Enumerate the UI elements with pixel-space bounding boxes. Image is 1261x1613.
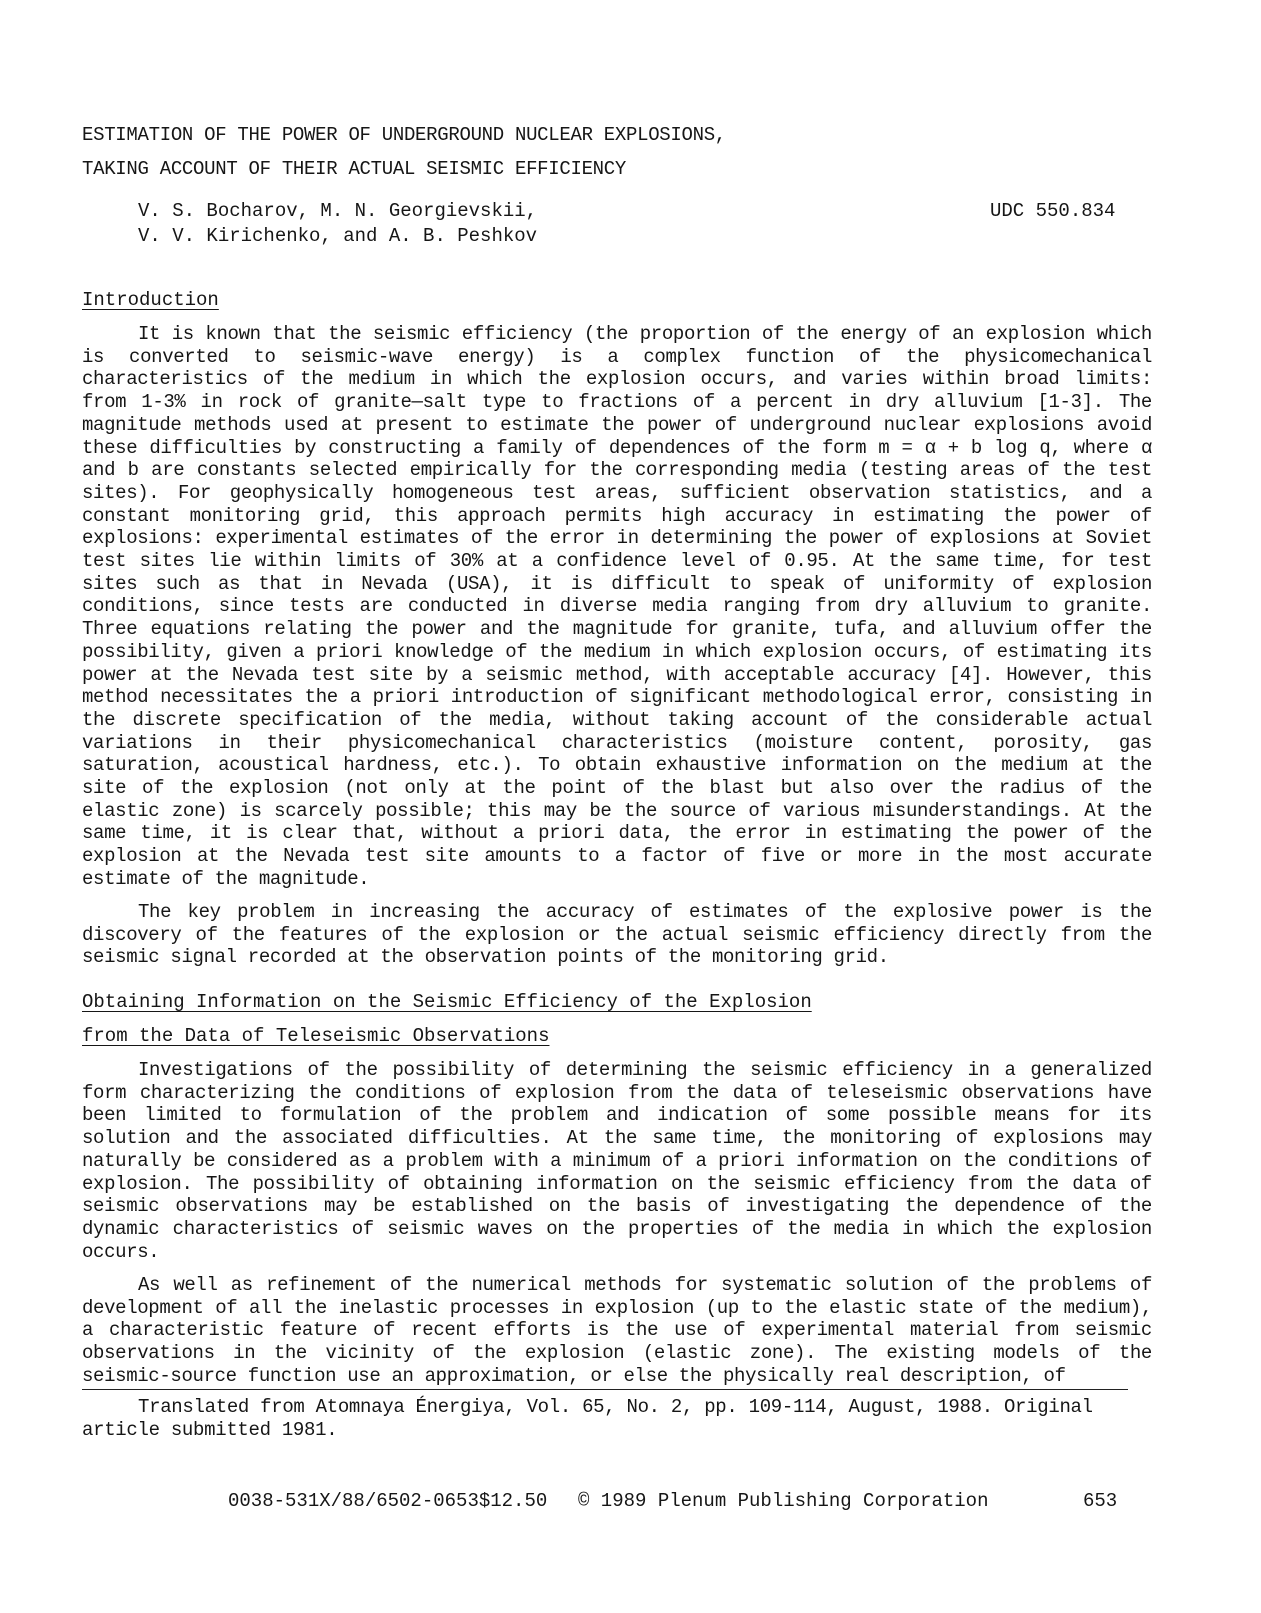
title-line-1: ESTIMATION OF THE POWER OF UNDERGROUND NUCLEAR EXPLOSIONS, (82, 124, 726, 146)
section-heading-obtaining-line-1: Obtaining Information on the Seismic Efficiency of the Explosion (82, 991, 812, 1013)
translation-footnote: Translated from Atomnaya Énergiya, Vol. 65, No. 2, pp. 109-114, August, 1988. Original article submitted 1981. (82, 1396, 1093, 1441)
paragraph-text: It is known that the seismic efficiency (the proportion of the energy of an explosion which is converted to seismic-wave energy) is a complex function of the physicomechanical characteristics of the medium in which the explosion occurs, and varies within broad limits: from 1-3% in rock of granite—salt type to fractions of a percent in dry alluvium [1-3]. The magnitude methods used at present to estimate the power of underground nuclear explosions avoid these difficulties by constructing a family of dependences of the form m = α + b log q, where α and b are constants selected empirically for the corresponding media (testing areas of the test sites). For geophysically homogeneous test areas, sufficient observation statistics, and a constant monitoring grid, this approach permits high accuracy in estimating the power of explosions: experimental estimates of the error in determining the power of explosions at Soviet test sites lie within limits of 30% at a confidence level of 0.95. At the same time, for test sites such as that in Nevada (USA), it is difficult to speak of uniformity of explosion conditions, since tests are conducted in diverse media ranging from dry alluvium to granite. Three equations relating the power and the magnitude for granite, tufa, and alluvium offer the possibility, given a priori knowledge of the medium in which explosion occurs, of estimating its power at the Nevada test site by a seismic method, with acceptable accuracy [4]. However, this method necessitates the a priori introduction of significant methodological error, consisting in the discrete specification of the media, without taking account of the considerable actual variations in their physicomechanical characteristics (moisture content, porosity, gas saturation, acoustical hardness, etc.). To obtain exhaustive information on the medium at the site of the explosion (not only at the point of the blast but also over the radius of the elastic zone) is scarcely possible; this may be the source of various misunderstandings. At the same time, it is clear that, without a priori data, the error in estimating the power of the explosion at the Nevada test site amounts to a factor of five or more in the most accurate estimate of the magnitude. (82, 323, 1152, 890)
introduction-paragraph-1 (82, 323, 1152, 891)
journal-code: 0038-531X/88/6502-0653$12.50 (228, 1490, 548, 1512)
paper-title (82, 118, 726, 186)
copyright-notice: © 1989 Plenum Publishing Corporation (578, 1490, 989, 1512)
introduction-paragraph-2 (82, 901, 1152, 969)
authors-line-1: V. S. Bocharov, M. N. Georgievskii, (138, 200, 538, 222)
title-line-2: TAKING ACCOUNT OF THEIR ACTUAL SEISMIC EFFICIENCY (82, 158, 626, 180)
udc-code: UDC 550.834 (990, 200, 1116, 222)
authors-line-2: V. V. Kirichenko, and A. B. Peshkov (138, 225, 538, 247)
obtaining-paragraph-1 (82, 1059, 1152, 1263)
author-list (138, 199, 537, 249)
paragraph-text: As well as refinement of the numerical methods for systematic solution of the problems of development of all the inelastic processes in explosion (up to the elastic state of the medium), a characteristic feature of recent efforts is the use of experimental material from seismic observations in the vicinity of the explosion (elastic zone). The existing models of the seismic-source function use an approximation, or else the physically real description, of (82, 1274, 1152, 1387)
obtaining-paragraph-2 (82, 1274, 1152, 1388)
paragraph-text: Investigations of the possibility of determining the seismic efficiency in a generalized form characterizing the conditions of explosion from the data of teleseismic observations have been limited to formulation of the problem and indication of some possible means for its solution and the associated difficulties. At the same time, the monitoring of explosions may naturally be considered as a problem with a minimum of a priori information on the conditions of explosion. The possibility of obtaining information on the seismic efficiency from the data of seismic observations may be established on the basis of investigating the dependence of the dynamic characteristics of seismic waves on the properties of the media in which the explosion occurs. (82, 1059, 1152, 1263)
footnote-divider (82, 1389, 1128, 1390)
paragraph-text: The key problem in increasing the accuracy of estimates of the explosive power is the discovery of the features of the explosion or the actual seismic efficiency directly from the seismic signal recorded at the observation points of the monitoring grid. (82, 901, 1152, 969)
page-number: 653 (1083, 1490, 1118, 1512)
section-heading-obtaining-line-2: from the Data of Teleseismic Observations (82, 1025, 550, 1047)
section-heading-introduction: Introduction (82, 289, 219, 311)
